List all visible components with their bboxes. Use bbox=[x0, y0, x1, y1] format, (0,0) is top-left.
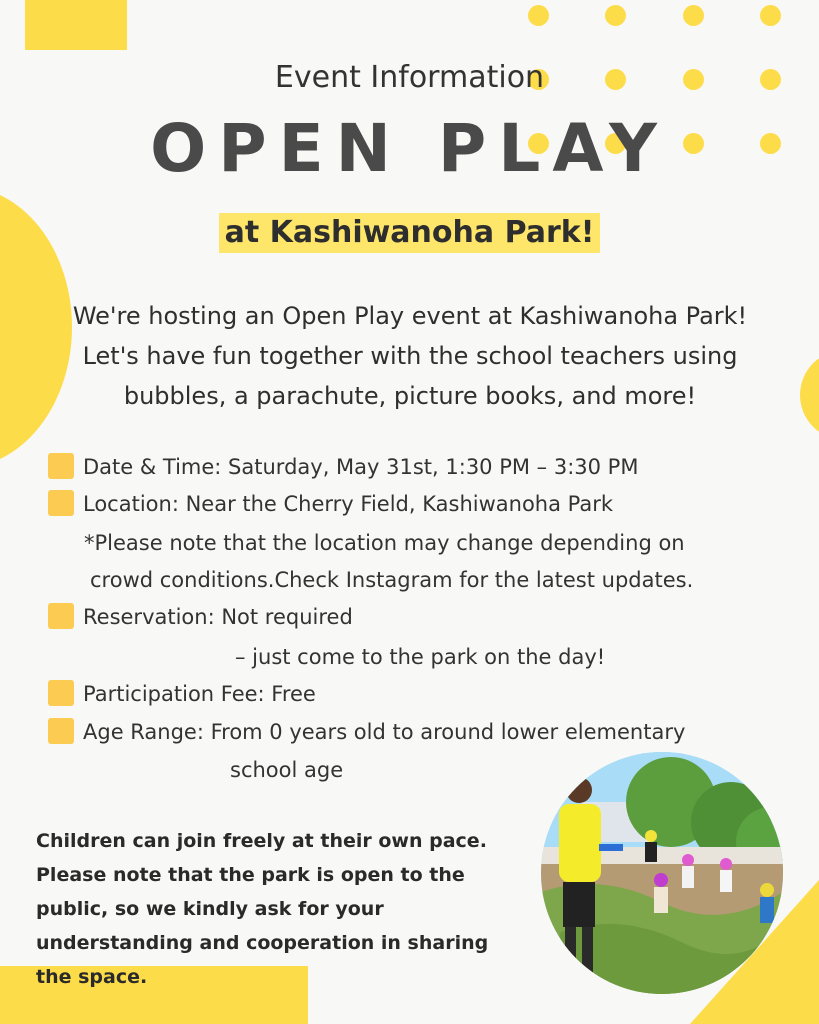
park-photo-illustration bbox=[541, 752, 783, 994]
subtitle: at Kashiwanoha Park! bbox=[219, 213, 601, 253]
bullet-square-icon bbox=[48, 680, 74, 706]
bullet-square-icon bbox=[48, 490, 74, 516]
intro-line: We're hosting an Open Play event at Kashiwanoha Park! bbox=[72, 302, 748, 330]
intro-line: bubbles, a parachute, picture books, and more! bbox=[123, 382, 697, 410]
decorative-rectangle-top bbox=[25, 0, 127, 50]
dot bbox=[605, 5, 626, 26]
intro-line: Let's have fun together with the school teachers using bbox=[82, 342, 738, 370]
closing-line: understanding and cooperation in sharing bbox=[36, 932, 489, 954]
closing-note bbox=[36, 824, 506, 994]
detail-date-time bbox=[48, 452, 798, 482]
closing-line: Children can join freely at their own pace. bbox=[36, 830, 487, 852]
dot bbox=[683, 5, 704, 26]
page-title: OPEN PLAY bbox=[150, 110, 669, 187]
detail-text: Participation Fee: Free bbox=[83, 682, 316, 706]
bullet-square-icon bbox=[48, 453, 74, 479]
intro-paragraph bbox=[20, 296, 800, 416]
subtitle-wrapper bbox=[0, 213, 819, 253]
age-range-note: school age bbox=[230, 758, 344, 782]
decorative-circle-right bbox=[800, 350, 819, 440]
dot bbox=[528, 5, 549, 26]
detail-text: Location: Near the Cherry Field, Kashiwanoha Park bbox=[83, 492, 614, 516]
event-photo bbox=[541, 752, 783, 994]
detail-reservation bbox=[48, 602, 798, 632]
dot bbox=[760, 5, 781, 26]
reservation-note: – just come to the park on the day! bbox=[235, 645, 606, 669]
location-note: crowd conditions.Check Instagram for the latest updates. bbox=[90, 568, 694, 592]
detail-text: Reservation: Not required bbox=[83, 605, 353, 629]
detail-text: Age Range: From 0 years old to around lower elementary bbox=[83, 720, 686, 744]
detail-age-range bbox=[48, 717, 798, 747]
detail-text: Date & Time: Saturday, May 31st, 1:30 PM – 3:30 PM bbox=[83, 455, 639, 479]
bullet-square-icon bbox=[48, 718, 74, 744]
location-note: *Please note that the location may change depending on bbox=[84, 531, 685, 555]
closing-line: Please note that the park is open to the bbox=[36, 864, 465, 886]
detail-location bbox=[48, 489, 798, 519]
event-information-label: Event Information bbox=[274, 60, 545, 95]
detail-fee bbox=[48, 679, 798, 709]
bullet-square-icon bbox=[48, 603, 74, 629]
closing-line: the space. bbox=[36, 966, 148, 988]
closing-line: public, so we kindly ask for your bbox=[36, 898, 384, 920]
